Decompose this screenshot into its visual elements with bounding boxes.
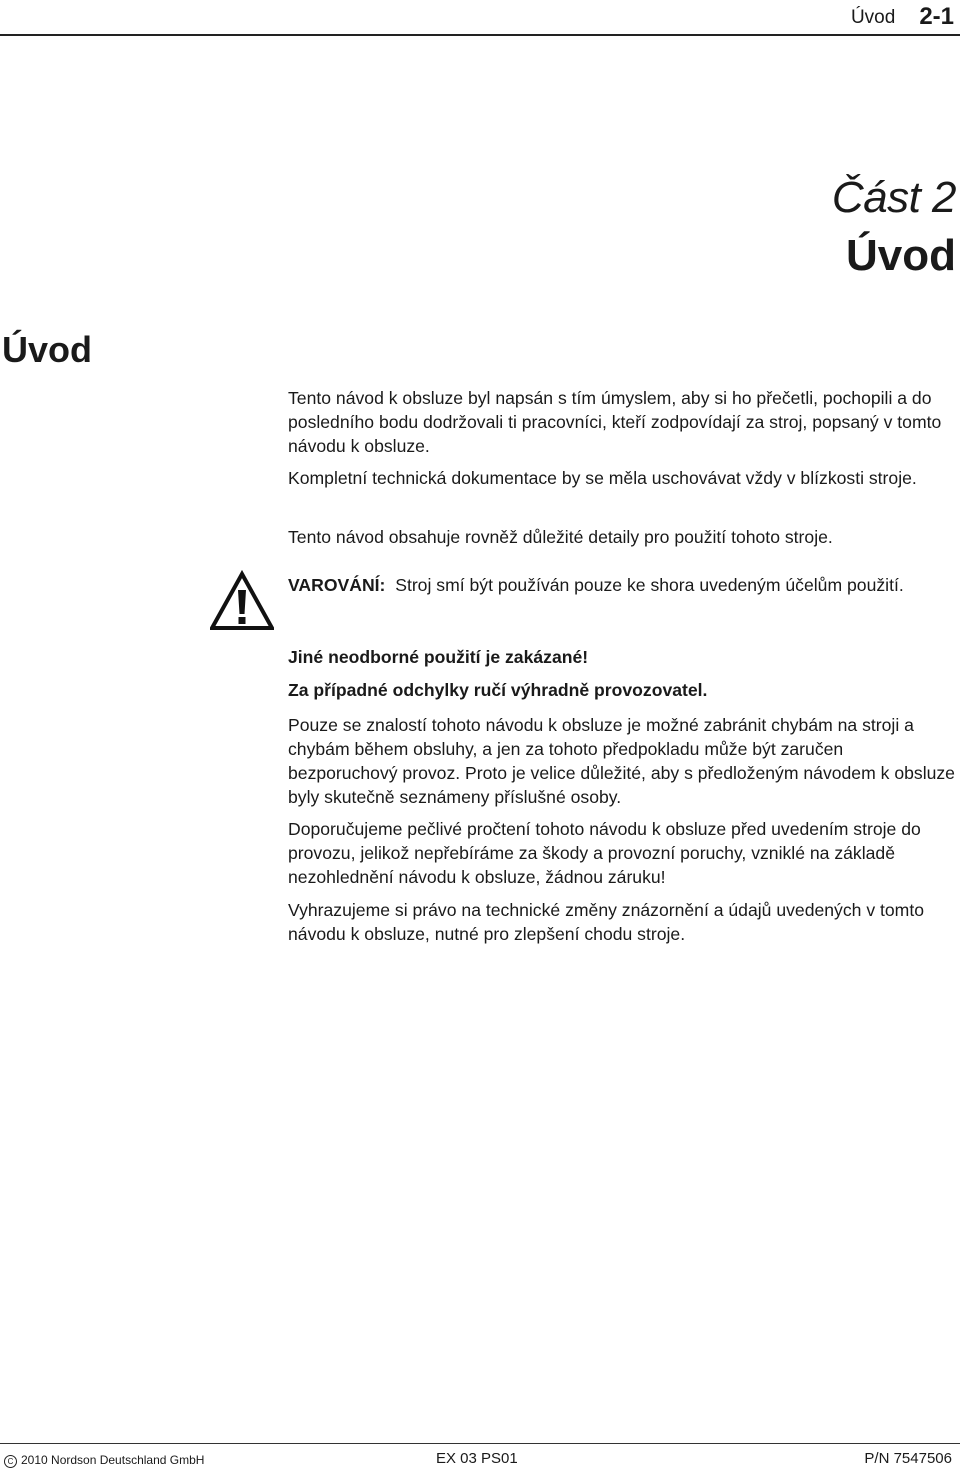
footer-divider: [0, 1443, 960, 1444]
intro-paragraph-1: Tento návod k obsluze byl napsán s tím úmyslem, aby si ho přečetli, pochopili a do posledního bodu dodržovali ti pracovníci, kteří zodpovídají za stroj, popsaný v tomto návodu k obsluze.: [288, 388, 942, 456]
footer-copyright: [4, 1452, 204, 1468]
header-section-title: Úvod: [850, 7, 896, 28]
header-divider: [0, 34, 960, 36]
copyright-icon: C: [4, 1455, 17, 1468]
warning-message: [288, 573, 956, 597]
body-paragraph-2: Doporučujeme pečlivé pročtení tohoto návodu k obsluze před uvedením stroje do provozu, jelikož nepřebíráme za škody a provozní poruchy, vzniklé na základě nezohlednění návodu k obsluze, žádnou záruku!: [288, 819, 921, 887]
warning-text: Stroj smí být používán pouze ke shora uvedeným účelům použití.: [395, 575, 904, 595]
header-page-number: 2-1: [919, 3, 954, 30]
page-header: [851, 0, 954, 30]
part-title: Úvod: [846, 231, 956, 280]
section-heading: Úvod: [2, 329, 92, 370]
body-paragraph-1: Pouze se znalostí tohoto návodu k obsluze je možné zabránit chybám na stroji a chybám během obsluhy, a jen za tohoto předpokladu může být zaručen bezporuchový provoz. Proto je velice důležité, aby s předloženým návodem k obsluze byly skutečně seznámeny příslušné osoby.: [288, 715, 955, 807]
footer-copyright-text: 2010 Nordson Deutschland GmbH: [21, 1453, 205, 1467]
page-footer: [0, 1450, 960, 1468]
warning-line-2: Za případné odchylky ručí výhradně provozovatel.: [288, 680, 708, 700]
intro-paragraph-2: Kompletní technická dokumentace by se měla uschovávat vždy v blízkosti stroje.: [288, 468, 917, 488]
warning-triangle-icon: [210, 570, 274, 632]
intro-paragraph-3: Tento návod obsahuje rovněž důležité detaily pro použití tohoto stroje.: [288, 527, 833, 547]
footer-doc-code: EX 03 PS01: [436, 1450, 518, 1467]
body-paragraph-3: Vyhrazujeme si právo na technické změny znázornění a údajů uvedených v tomto návodu k obsluze, nutné pro zlepšení chodu stroje.: [288, 900, 925, 944]
warning-line-1: Jiné neodborné použití je zakázané!: [288, 647, 589, 667]
warning-label: VAROVÁNÍ:: [288, 575, 386, 595]
part-label: Část 2: [831, 173, 956, 222]
footer-part-number: P/N 7547506: [864, 1450, 952, 1467]
